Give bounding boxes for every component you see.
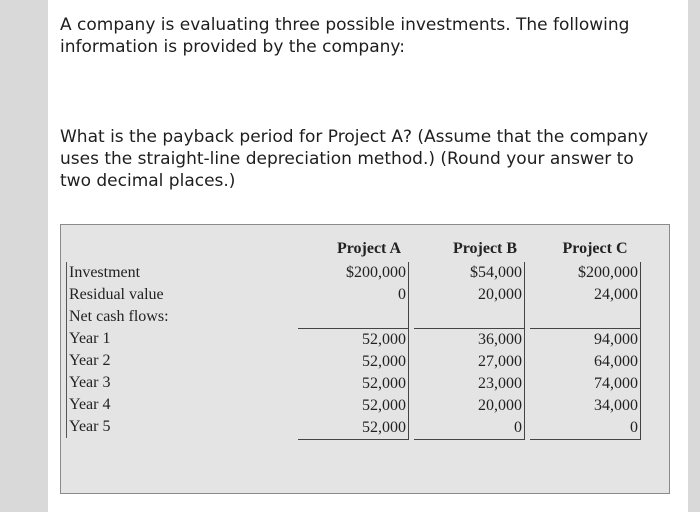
row-label-residual: Residual value: [66, 284, 206, 306]
cell-a-spacer: [298, 306, 408, 328]
header-project-a: Project A: [336, 240, 402, 257]
cell-c-residual: 24,000: [594, 286, 638, 303]
cell-b-year-3: 23,000: [478, 375, 522, 392]
cell-b-year-5: 0: [514, 419, 522, 436]
cell-b-years: [414, 328, 524, 440]
cell-b-investment: $54,000: [470, 264, 522, 281]
column-project-b: [414, 262, 525, 440]
cell-c-investment: $200,000: [578, 264, 638, 281]
cell-b-year-2: 27,000: [478, 353, 522, 370]
row-label-year-1: Year 1: [66, 328, 206, 350]
cell-a-investment: $200,000: [346, 264, 406, 281]
cell-a-residual: 0: [398, 286, 406, 303]
cell-c-spacer: [530, 306, 640, 328]
column-project-c: [530, 262, 641, 440]
header-project-b: Project B: [452, 240, 518, 257]
cell-c-year-2: 64,000: [594, 353, 638, 370]
cell-b-year-1: 36,000: [478, 331, 522, 348]
row-label-net-cash-flows: Net cash flows:: [66, 306, 206, 328]
intro-text: A company is evaluating three possible investments. The following information is provided by the company:: [60, 15, 630, 57]
cell-a-year-4: 52,000: [362, 397, 406, 414]
cell-b-spacer: [414, 306, 524, 328]
cell-c-year-3: 74,000: [594, 375, 638, 392]
cell-c-year-4: 34,000: [594, 397, 638, 414]
row-label-year-3: Year 3: [66, 372, 206, 394]
cell-a-year-3: 52,000: [362, 375, 406, 392]
cell-a-year-1: 52,000: [362, 331, 406, 348]
cell-a-year-5: 52,000: [362, 419, 406, 436]
cell-a-year-2: 52,000: [362, 353, 406, 370]
row-labels: [66, 262, 206, 438]
cell-c-years: [530, 328, 640, 440]
cell-c-year-5: 0: [630, 419, 638, 436]
row-label-investment: Investment: [66, 262, 206, 284]
cell-a-years: [298, 328, 408, 440]
header-project-c: Project C: [562, 240, 628, 257]
cell-b-year-4: 20,000: [478, 397, 522, 414]
cell-b-residual: 20,000: [478, 286, 522, 303]
question-text: What is the payback period for Project A? (Assume that the company uses the straight-line depreciation method.) (Round your answer to two decimal places.): [60, 127, 649, 191]
row-label-year-5: Year 5: [66, 416, 206, 438]
row-label-year-4: Year 4: [66, 394, 206, 416]
cell-c-year-1: 94,000: [594, 331, 638, 348]
column-project-a: [298, 262, 409, 440]
row-label-year-2: Year 2: [66, 350, 206, 372]
